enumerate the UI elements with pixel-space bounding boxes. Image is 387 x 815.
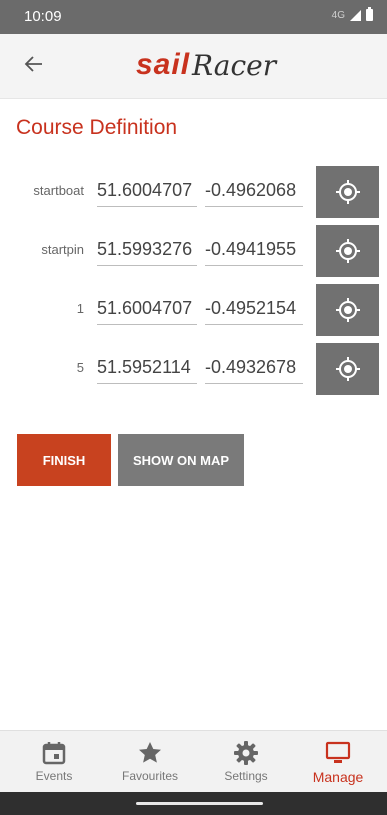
- gear-icon: [232, 739, 260, 767]
- locate-button[interactable]: [316, 166, 379, 218]
- status-bar: [0, 0, 387, 34]
- star-icon: [136, 739, 164, 767]
- locate-button[interactable]: [316, 284, 379, 336]
- app-bar: [0, 34, 387, 99]
- back-arrow-icon[interactable]: [22, 52, 46, 76]
- mark-label: startpin: [41, 242, 84, 257]
- page-title: Course Definition: [16, 116, 178, 139]
- logo-sail-text: sail: [136, 48, 191, 81]
- mark-label: 5: [76, 360, 84, 375]
- mark-row: [0, 343, 387, 395]
- latitude-field[interactable]: 51.6004707: [97, 174, 197, 207]
- mark-row: [0, 284, 387, 336]
- locate-button[interactable]: [316, 343, 379, 395]
- bottom-nav: [0, 730, 387, 793]
- mark-label: startboat: [33, 183, 84, 198]
- nav-label-events: Events: [35, 769, 73, 783]
- latitude-field[interactable]: 51.6004707: [97, 292, 197, 325]
- nav-item-settings[interactable]: [198, 731, 294, 793]
- longitude-field[interactable]: -0.4932678: [205, 351, 303, 384]
- monitor-icon: [324, 739, 352, 767]
- network-type: 4G: [331, 9, 345, 21]
- nav-label-favourites: Favourites: [121, 769, 179, 783]
- finish-button[interactable]: FINISH: [17, 434, 111, 486]
- nav-item-manage[interactable]: [290, 731, 386, 793]
- sailracer-logo: [136, 46, 276, 82]
- nav-item-events[interactable]: [6, 731, 102, 793]
- locate-button[interactable]: [316, 225, 379, 277]
- longitude-field[interactable]: -0.4952154: [205, 292, 303, 325]
- mark-label: 1: [76, 301, 84, 316]
- nav-label-settings: Settings: [224, 769, 268, 783]
- battery-icon: [366, 9, 373, 21]
- gps-locate-icon: [335, 297, 361, 323]
- mark-row: [0, 166, 387, 218]
- longitude-field[interactable]: -0.4941955: [205, 233, 303, 266]
- signal-icon: [350, 10, 361, 21]
- status-time: 10:09: [24, 8, 62, 25]
- calendar-icon: [40, 739, 68, 767]
- home-gesture-handle[interactable]: [136, 802, 263, 805]
- gps-locate-icon: [335, 179, 361, 205]
- logo-racer-text: Racer: [192, 49, 277, 82]
- nav-label-manage: Manage: [312, 769, 364, 785]
- show-on-map-button[interactable]: SHOW ON MAP: [118, 434, 244, 486]
- longitude-field[interactable]: -0.4962068: [205, 174, 303, 207]
- gps-locate-icon: [335, 238, 361, 264]
- mark-row: [0, 225, 387, 277]
- system-gesture-bar: [0, 792, 387, 815]
- nav-item-favourites[interactable]: [102, 731, 198, 793]
- gps-locate-icon: [335, 356, 361, 382]
- latitude-field[interactable]: 51.5993276: [97, 233, 197, 266]
- status-icons: [332, 9, 373, 21]
- latitude-field[interactable]: 51.5952114: [97, 351, 197, 384]
